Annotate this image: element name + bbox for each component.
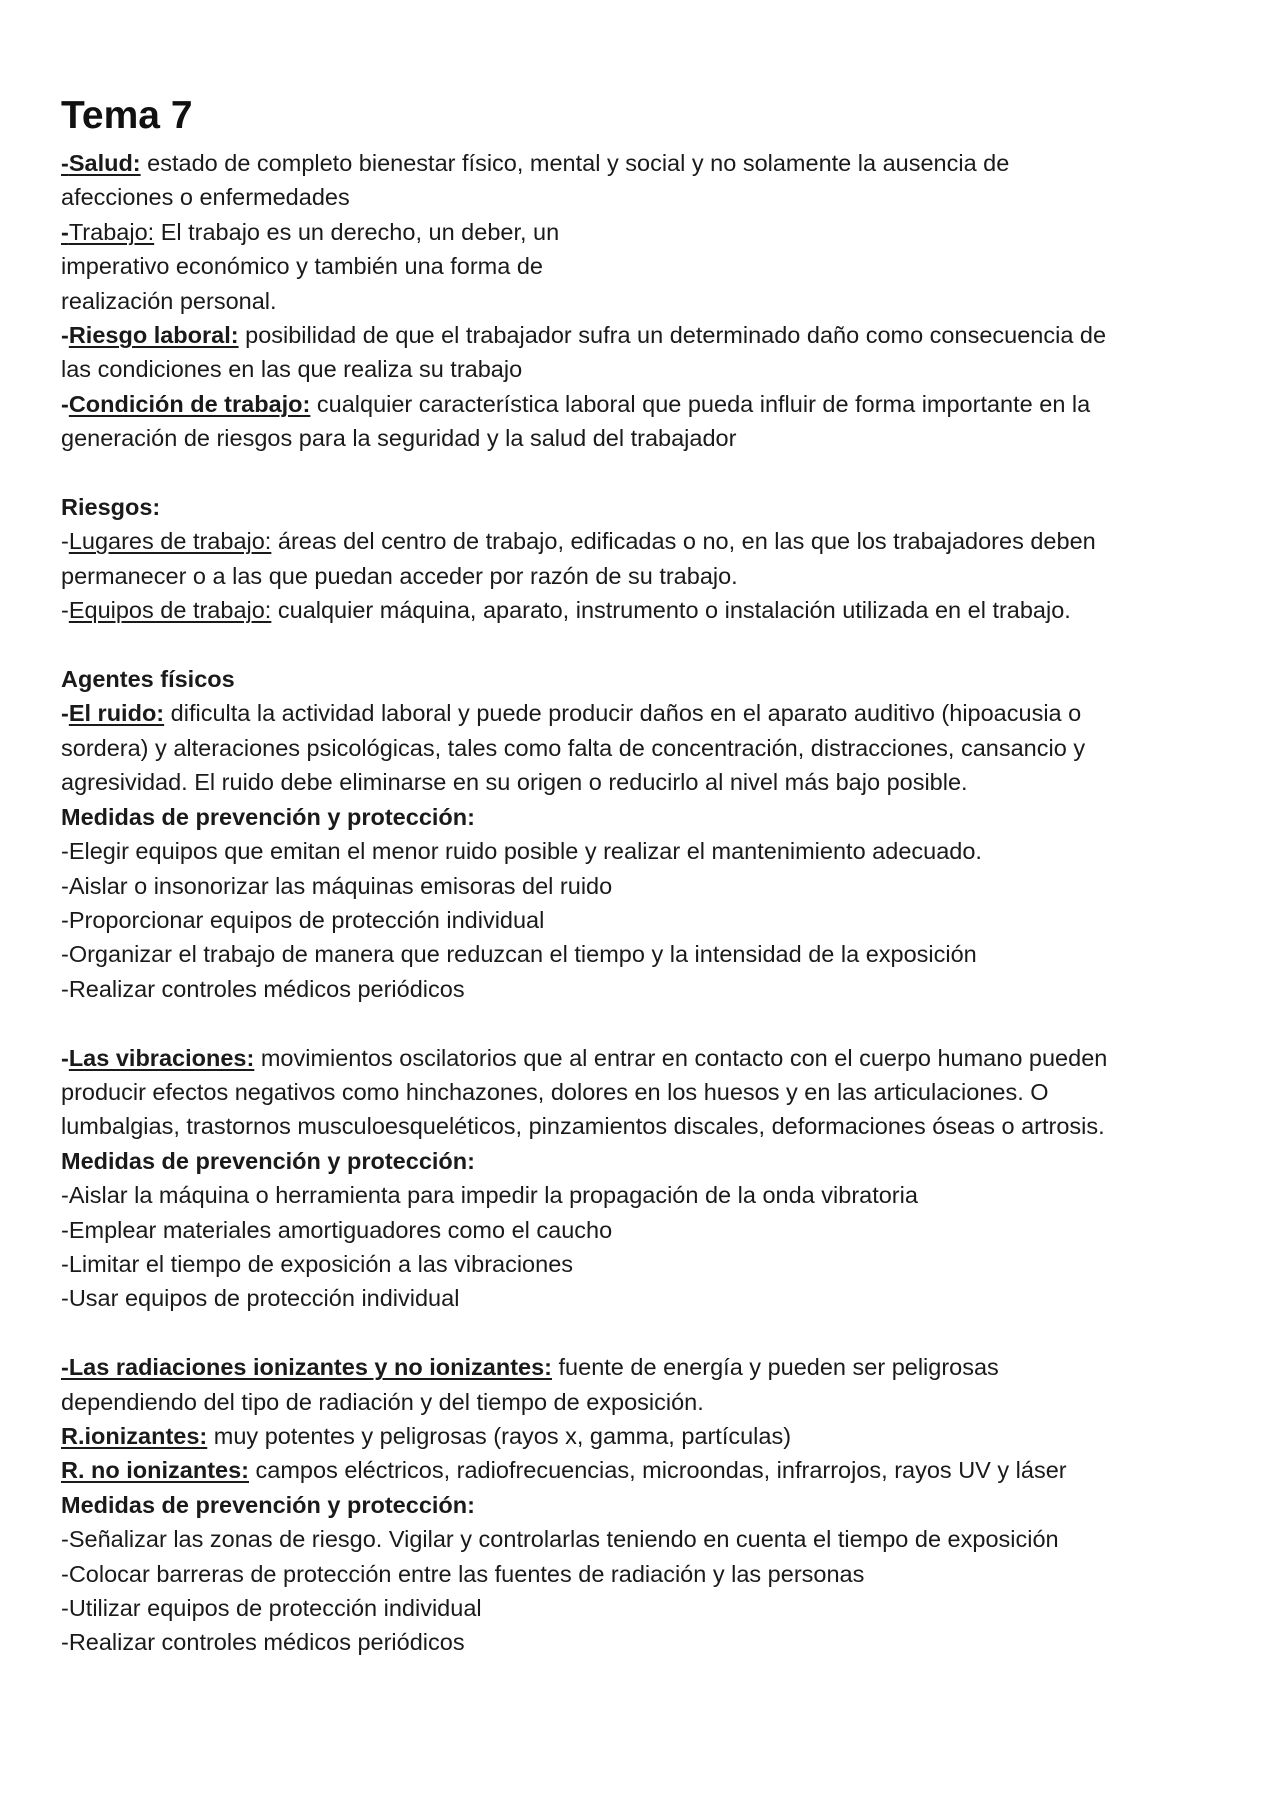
medida-item: -Aislar la máquina o herramienta para impedir la propagación de la onda vibratoria: [61, 1182, 918, 1209]
heading-agentes-fisicos: Agentes físicos: [61, 666, 235, 693]
medidas-heading-vibraciones: Medidas de prevención y protección:: [61, 1147, 475, 1174]
def-ruido-cont-1: sordera) y alteraciones psicológicas, tales como falta de concentración, distracciones, cansancio y: [61, 734, 1086, 761]
def-vibraciones-cont-1: producir efectos negativos como hinchazones, dolores en los huesos y en las articulaciones. O: [61, 1078, 1049, 1105]
term-r-no-ionizantes: R. no ionizantes:: [61, 1457, 249, 1484]
medidas-heading-ruido: Medidas de prevención y protección:: [61, 803, 475, 830]
term-salud: -Salud:: [61, 150, 141, 176]
medida-item: -Realizar controles médicos periódicos: [61, 1629, 465, 1656]
def-vibraciones-cont-2: lumbalgias, trastornos musculoesqueléticos, pinzamientos discales, deformaciones óseas o artrosis.: [61, 1113, 1105, 1140]
medida-item: -Utilizar equipos de protección individual: [61, 1595, 482, 1621]
medida-item: -Organizar el trabajo de manera que reduzcan el tiempo y la intensidad de la exposición: [61, 941, 977, 968]
def-trabajo-cont-2: realización personal.: [61, 287, 277, 314]
def-radiaciones: -Las radiaciones ionizantes y no ionizantes: fuente de energía y pueden ser peligrosas: [61, 1354, 999, 1381]
medida-item: -Usar equipos de protección individual: [61, 1285, 460, 1312]
medida-item: -Realizar controles médicos periódicos: [61, 975, 465, 1002]
page-title: Tema 7: [61, 94, 193, 137]
medida-item: -Colocar barreras de protección entre las fuentes de radiación y las personas: [61, 1560, 865, 1587]
def-equipos-trabajo: -Equipos de trabajo: cualquier máquina, aparato, instrumento o instalación utilizada en el trabajo.: [61, 597, 1071, 624]
medida-item: -Aislar o insonorizar las máquinas emisoras del ruido: [61, 872, 613, 899]
term-trabajo: Trabajo:: [68, 218, 155, 245]
medida-item: -Elegir equipos que emitan el menor ruido posible y realizar el mantenimiento adecuado.: [61, 838, 982, 865]
def-condicion-trabajo-cont: generación de riesgos para la seguridad y la salud del trabajador: [61, 425, 737, 452]
medida-item: -Proporcionar equipos de protección individual: [61, 906, 545, 933]
def-lugares-trabajo: -Lugares de trabajo: áreas del centro de trabajo, edificadas o no, en las que los trabajadores deben: [61, 528, 1096, 555]
def-riesgo-laboral: -Riesgo laboral: posibilidad de que el trabajador sufra un determinado daño como consecuencia de: [61, 322, 1107, 349]
medida-item: -Limitar el tiempo de exposición a las vibraciones: [61, 1250, 574, 1277]
def-salud: -Salud: estado de completo bienestar físico, mental y social y no solamente la ausencia de: [61, 150, 1010, 176]
def-trabajo: -Trabajo: El trabajo es un derecho, un deber, un: [61, 218, 560, 245]
term-condicion-trabajo: Condición de trabajo:: [68, 390, 311, 417]
term-riesgo-laboral: Riesgo laboral:: [68, 322, 239, 349]
medida-item: -Emplear materiales amortiguadores como el caucho: [61, 1216, 613, 1243]
def-riesgo-laboral-cont: las condiciones en las que realiza su trabajo: [61, 356, 523, 383]
def-ruido-cont-2: agresividad. El ruido debe eliminarse en su origen o reducirlo al nivel más bajo posible.: [61, 769, 968, 796]
term-lugares-trabajo: Lugares de trabajo:: [68, 528, 272, 555]
def-r-ionizantes: R.ionizantes: muy potentes y peligrosas (rayos x, gamma, partículas): [61, 1422, 792, 1449]
term-ruido: El ruido:: [68, 700, 165, 727]
term-equipos-trabajo: Equipos de trabajo:: [68, 597, 272, 624]
def-radiaciones-cont: dependiendo del tipo de radiación y del tiempo de exposición.: [61, 1388, 704, 1415]
def-condicion-trabajo: -Condición de trabajo: cualquier característica laboral que pueda influir de forma importante en la: [61, 390, 1091, 417]
def-salud-cont: afecciones o enfermedades: [61, 184, 350, 211]
term-r-ionizantes: R.ionizantes:: [61, 1422, 208, 1449]
def-lugares-trabajo-cont: permanecer o a las que puedan acceder por razón de su trabajo.: [61, 562, 738, 589]
term-radiaciones: -Las radiaciones ionizantes y no ionizantes:: [61, 1354, 552, 1381]
term-vibraciones: Las vibraciones:: [68, 1044, 255, 1071]
document-page: [61, 90, 1241, 1660]
def-r-no-ionizantes: R. no ionizantes: campos eléctricos, radiofrecuencias, microondas, infrarrojos, rayos UV y láser: [61, 1457, 1067, 1484]
def-trabajo-cont-1: imperativo económico y también una forma de: [61, 253, 543, 280]
heading-riesgos: Riesgos:: [61, 494, 161, 521]
term-trabajo-dash: -: [61, 218, 69, 245]
medida-item: -Señalizar las zonas de riesgo. Vigilar y controlarlas teniendo en cuenta el tiempo de exposición: [61, 1526, 1059, 1553]
def-vibraciones: -Las vibraciones: movimientos oscilatorios que al entrar en contacto con el cuerpo humano pueden: [61, 1044, 1108, 1071]
def-ruido: -El ruido: dificulta la actividad laboral y puede producir daños en el aparato auditivo (hipoacusia o: [61, 700, 1082, 727]
medidas-heading-radiaciones: Medidas de prevención y protección:: [61, 1491, 475, 1518]
